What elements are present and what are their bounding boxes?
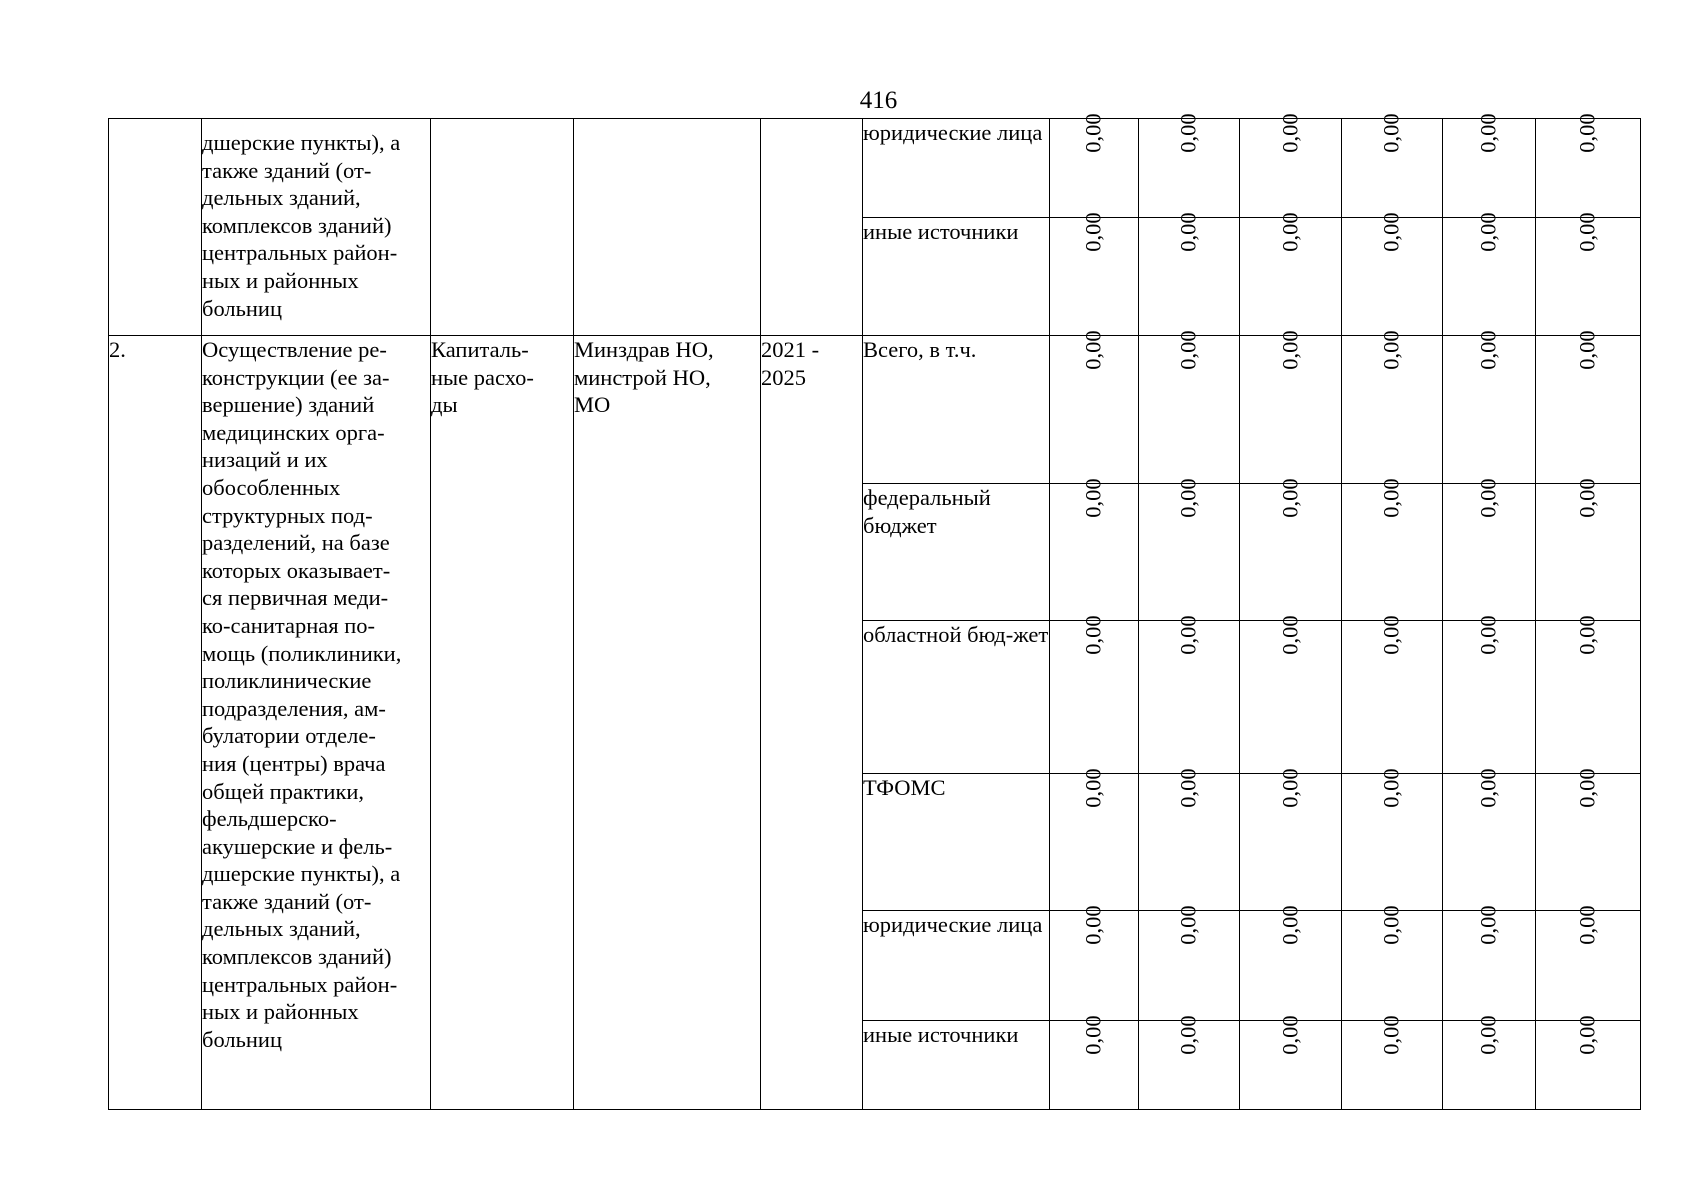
amount-cell [1240,113,1342,218]
amount-cell [1536,905,1641,1021]
executor-line: Минздрав НО, [574,337,714,362]
amount-cell [1050,905,1139,1021]
amount-value: 0,00 [1575,615,1600,655]
activity-description-line: ко-санитарная по- [202,612,375,638]
empty-cell [574,119,761,336]
activity-description-line: дельных зданий, [202,916,361,942]
activity-description-line: подразделения, ам- [202,695,386,721]
amount-value: 0,00 [1081,1015,1106,1055]
amount-cell [1536,113,1641,218]
executor [574,336,761,1110]
funding-source-label: ТФОМС [863,774,1050,911]
amount-value: 0,00 [1081,768,1106,808]
amount-cell [1139,113,1240,218]
activity-description [202,336,431,1110]
activity-description-line: также зданий (от- [202,888,372,914]
amount-cell [1536,768,1641,911]
activity-description-line: центральных район- [202,971,398,997]
amount-cell [1139,615,1240,774]
amount-cell [1240,212,1342,336]
amount-cell [1240,1015,1342,1110]
amount-value: 0,00 [1379,1015,1404,1055]
amount-cell [1240,330,1342,484]
row-number: 2. [109,336,202,1110]
amount-value: 0,00 [1575,1015,1600,1055]
activity-description-line: акушерские и фель- [202,833,393,859]
amount-value: 0,00 [1081,905,1106,945]
amount-cell [1342,905,1443,1021]
activity-description-line: также зданий (от- [202,157,372,183]
amount-cell [1139,768,1240,911]
activity-description-line: медицинских орга- [202,419,385,445]
amount-value: 0,00 [1176,478,1201,518]
amount-value: 0,00 [1379,768,1404,808]
empty-cell [761,119,863,336]
amount-cell [1139,212,1240,336]
amount-cell [1342,113,1443,218]
activity-description-line: комплексов зданий) [202,944,392,970]
activity-description [202,119,431,336]
amount-cell [1050,478,1139,621]
amount-cell [1050,768,1139,911]
amount-value: 0,00 [1575,478,1600,518]
amount-value: 0,00 [1081,113,1106,153]
amount-value: 0,00 [1277,478,1303,518]
activity-description-line: разделений, на базе [202,530,390,556]
activity-description-line: комплексов зданий) [202,212,392,238]
funding-source-label: юридические лица [863,119,1050,218]
amount-value: 0,00 [1476,905,1501,945]
amount-cell [1139,478,1240,621]
amount-value: 0,00 [1379,212,1404,252]
amount-cell [1443,768,1536,911]
expense-type [431,336,574,1110]
amount-cell [1050,113,1139,218]
implementation-period [761,336,863,1110]
amount-value: 0,00 [1379,905,1404,945]
amount-value: 0,00 [1575,113,1600,153]
amount-value: 0,00 [1575,212,1600,252]
amount-cell [1443,330,1536,484]
amount-cell [1342,768,1443,911]
activity-description-line: которых оказывает- [202,557,391,583]
page-number: 416 [859,87,898,114]
activity-description-line: больниц [202,295,283,321]
funding-source-label: областной бюд-жет [863,621,1050,774]
amount-value: 0,00 [1176,113,1201,153]
amount-cell [1139,1015,1240,1110]
amount-value: 0,00 [1476,113,1501,153]
expense-type-line: ные расхо- [431,364,534,390]
amount-value: 0,00 [1081,212,1106,252]
amount-cell [1050,1015,1139,1110]
expense-type-line: ды [431,392,458,418]
funding-source-label: Всего, в т.ч. [863,336,1050,484]
amount-value: 0,00 [1176,330,1201,370]
amount-cell [1443,478,1536,621]
amount-value: 0,00 [1476,330,1501,370]
amount-value: 0,00 [1081,478,1106,518]
amount-cell [1342,330,1443,484]
amount-cell [1536,1015,1641,1110]
amount-value: 0,00 [1575,905,1600,945]
activity-description-line: вершение) зданий [202,392,375,418]
activity-description-line: низаций и их [202,447,328,473]
amount-cell [1536,212,1641,336]
amount-cell [1443,615,1536,774]
activity-description-line: дельных зданий, [202,185,361,211]
amount-cell [1240,478,1342,621]
activity-description-line: ных и районных [202,999,359,1025]
amount-value: 0,00 [1277,330,1303,370]
amount-value: 0,00 [1379,113,1404,153]
amount-cell [1050,330,1139,484]
activity-description-line: обособленных [202,474,341,500]
funding-source-label: юридические лица [863,911,1050,1021]
amount-value: 0,00 [1476,212,1501,252]
amount-value: 0,00 [1081,330,1106,370]
activity-description-line: больниц [202,1026,283,1052]
empty-cell [431,119,574,336]
amount-value: 0,00 [1176,905,1201,945]
amount-cell [1443,212,1536,336]
amount-cell [1139,905,1240,1021]
amount-cell [1536,478,1641,621]
amount-value: 0,00 [1176,768,1201,808]
executor-line: минстрой НО, [574,364,711,390]
amount-cell [1443,905,1536,1021]
amount-value: 0,00 [1379,478,1404,518]
amount-cell [1139,330,1240,484]
amount-value: 0,00 [1277,212,1303,252]
funding-source-label: иные источники [863,218,1050,336]
amount-value: 0,00 [1476,768,1501,808]
activity-description-line: конструкции (ее за- [202,364,390,390]
amount-cell [1443,1015,1536,1110]
amount-cell [1443,113,1536,218]
funding-source-label: иные источники [863,1021,1050,1110]
amount-cell [1240,615,1342,774]
table-row [109,119,1641,218]
amount-value: 0,00 [1277,1015,1303,1055]
amount-value: 0,00 [1379,330,1404,370]
implementation-period-line: 2025 [761,364,806,390]
implementation-period-line: 2021 - [761,337,820,362]
activity-description-line: ся первичная меди- [202,585,389,611]
amount-value: 0,00 [1081,615,1106,655]
activity-description-line: дшерские пункты), а [202,861,401,887]
amount-cell [1050,212,1139,336]
amount-cell [1342,615,1443,774]
activity-description-line: общей практики, [202,778,365,804]
amount-cell [1536,330,1641,484]
executor-line: МО [574,392,611,418]
amount-value: 0,00 [1575,768,1600,808]
activity-description-line: фельдшерско- [202,806,337,832]
activity-description-line: структурных под- [202,502,373,528]
amount-cell [1342,478,1443,621]
activity-description-line: ных и районных [202,267,359,293]
amount-cell [1050,615,1139,774]
amount-value: 0,00 [1176,1015,1201,1055]
amount-value: 0,00 [1575,330,1600,370]
amount-value: 0,00 [1476,615,1501,655]
expense-type-line: Капиталь- [431,337,529,362]
empty-cell [109,119,202,336]
amount-cell [1536,615,1641,774]
table-body [109,113,1641,1110]
amount-value: 0,00 [1277,905,1303,945]
activity-description-line: дшерские пункты), а [202,130,401,155]
budget-table [108,113,1641,1110]
amount-value: 0,00 [1277,768,1303,808]
amount-value: 0,00 [1476,1015,1501,1055]
table-row [109,336,1641,484]
amount-value: 0,00 [1176,615,1201,655]
amount-value: 0,00 [1476,478,1501,518]
amount-cell [1240,768,1342,911]
activity-description-line: ния (центры) врача [202,750,386,776]
amount-cell [1240,905,1342,1021]
activity-description-line: мощь (поликлиники, [202,640,402,666]
amount-value: 0,00 [1379,615,1404,655]
activity-description-line: булатории отделе- [202,723,376,749]
amount-value: 0,00 [1277,615,1303,655]
amount-value: 0,00 [1176,212,1201,252]
funding-source-label: федеральный бюджет [863,484,1050,621]
amount-value: 0,00 [1277,113,1303,153]
activity-description-line: поликлинические [202,668,372,694]
amount-cell [1342,1015,1443,1110]
amount-cell [1342,212,1443,336]
activity-description-line: Осуществление ре- [202,337,387,362]
activity-description-line: центральных район- [202,240,398,266]
